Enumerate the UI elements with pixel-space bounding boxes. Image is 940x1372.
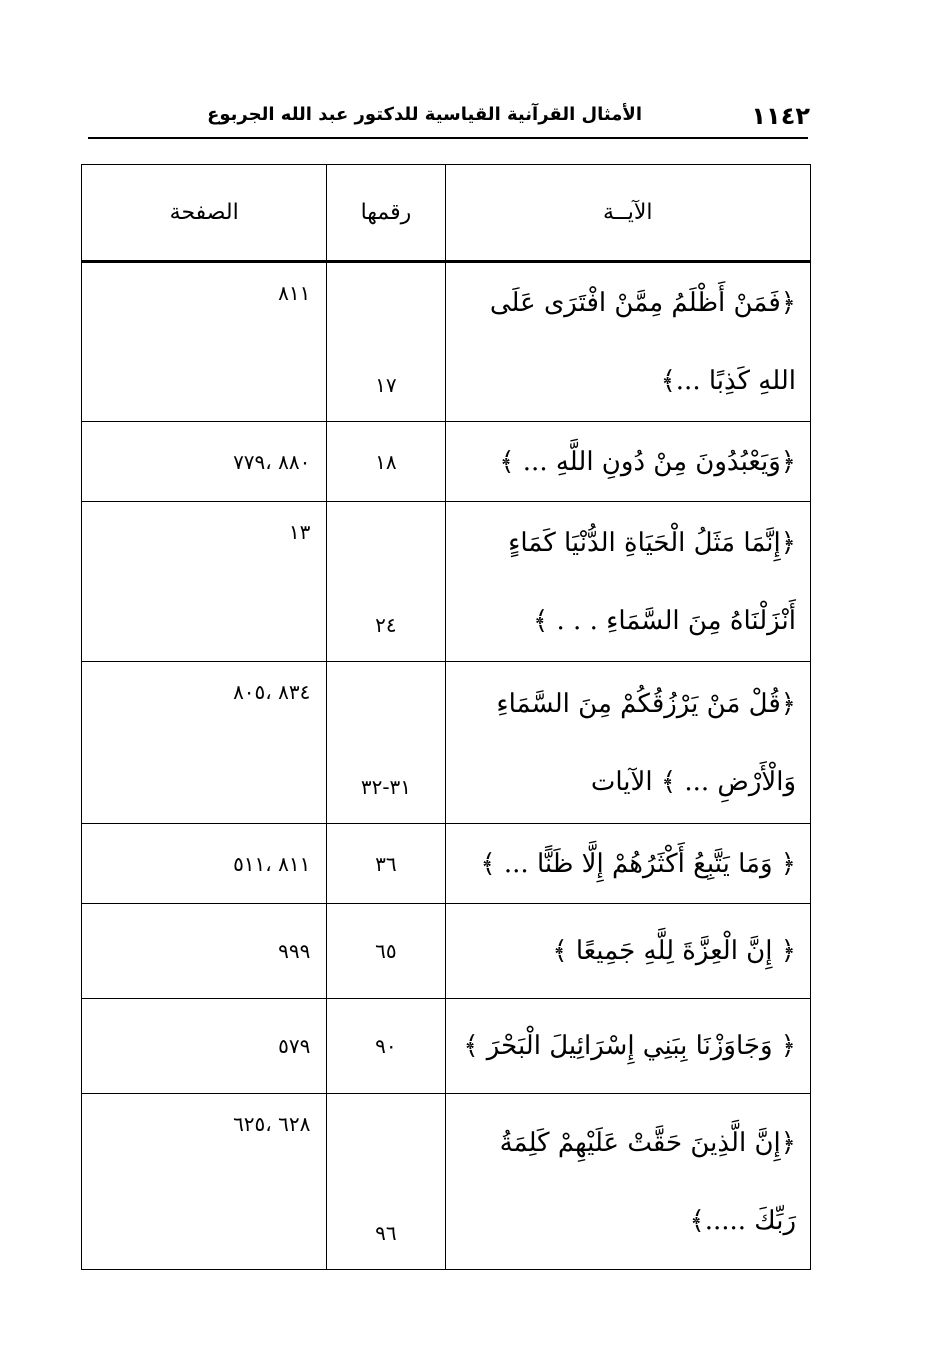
- table-row: [82, 904, 811, 999]
- page-refs-cell: ٥٧٩: [82, 999, 327, 1094]
- verse-number-cell: ٩٠: [327, 999, 445, 1094]
- verse-index-table: [81, 164, 811, 1270]
- verse-cell: ﴿قُلْ مَنْ يَرْزُقُكُمْ مِنَ السَّمَاءِ وَالْأَرْضِ ... ﴾ الآيات: [445, 662, 811, 824]
- page-refs-cell: ٨٨٠ ،٧٧٩: [82, 422, 327, 502]
- verse-number-cell: ٩٦: [327, 1094, 445, 1270]
- page-refs-cell: ١٣: [82, 502, 327, 662]
- page-header: [88, 100, 810, 136]
- verse-number-cell: ٣٦: [327, 824, 445, 904]
- table-row: [82, 1094, 811, 1270]
- header-rule: [88, 137, 808, 139]
- column-header-number: رقمها: [327, 165, 445, 262]
- verse-cell: ﴿وَيَعْبُدُونَ مِنْ دُونِ اللَّهِ ... ﴾: [445, 422, 811, 502]
- verse-cell: ﴿ وَجَاوَزْنَا بِبَنِي إِسْرَائِيلَ الْبَحْرَ ﴾: [445, 999, 811, 1094]
- verse-number-cell: ٦٥: [327, 904, 445, 999]
- verse-number-cell: ١٧: [327, 262, 445, 422]
- column-header-pages: الصفحة: [82, 165, 327, 262]
- page-refs-cell: ٨١١: [82, 262, 327, 422]
- verse-cell: ﴿إِنَّمَا مَثَلُ الْحَيَاةِ الدُّنْيَا كَمَاءٍ أَنْزَلْنَاهُ مِنَ السَّمَاءِ . . . ﴾: [445, 502, 811, 662]
- table-header-row: [82, 165, 811, 262]
- table-row: [82, 502, 811, 662]
- table-row: [82, 999, 811, 1094]
- page-refs-cell: ٨١١ ،٥١١: [82, 824, 327, 904]
- verse-cell: ﴿ وَمَا يَتَّبِعُ أَكْثَرُهُمْ إِلَّا ظَنًّا ... ﴾: [445, 824, 811, 904]
- page-refs-cell: ٨٣٤ ،٨٠٥: [82, 662, 327, 824]
- verse-number-cell: ٣١-٣٢: [327, 662, 445, 824]
- page-number: ١١٤٢: [751, 102, 810, 130]
- verse-cell: ﴿فَمَنْ أَظْلَمُ مِمَّنْ افْتَرَى عَلَى اللهِ كَذِبًا ...﴾: [445, 262, 811, 422]
- column-header-verse: الآيــة: [445, 165, 811, 262]
- page-refs-cell: ٩٩٩: [82, 904, 327, 999]
- table-row: [82, 422, 811, 502]
- verse-number-cell: ٢٤: [327, 502, 445, 662]
- page-refs-cell: ٦٢٨ ،٦٢٥: [82, 1094, 327, 1270]
- table-row: [82, 824, 811, 904]
- verse-cell: ﴿ إِنَّ الْعِزَّةَ لِلَّهِ جَمِيعًا ﴾: [445, 904, 811, 999]
- table-row: [82, 662, 811, 824]
- table-row: [82, 262, 811, 422]
- verse-number-cell: ١٨: [327, 422, 445, 502]
- running-title: الأمثال القرآنية القياسية للدكتور عبد الله الجربوع: [207, 104, 642, 125]
- verse-cell: ﴿إِنَّ الَّذِينَ حَقَّتْ عَلَيْهِمْ كَلِمَةُ رَبِّكَ .....﴾: [445, 1094, 811, 1270]
